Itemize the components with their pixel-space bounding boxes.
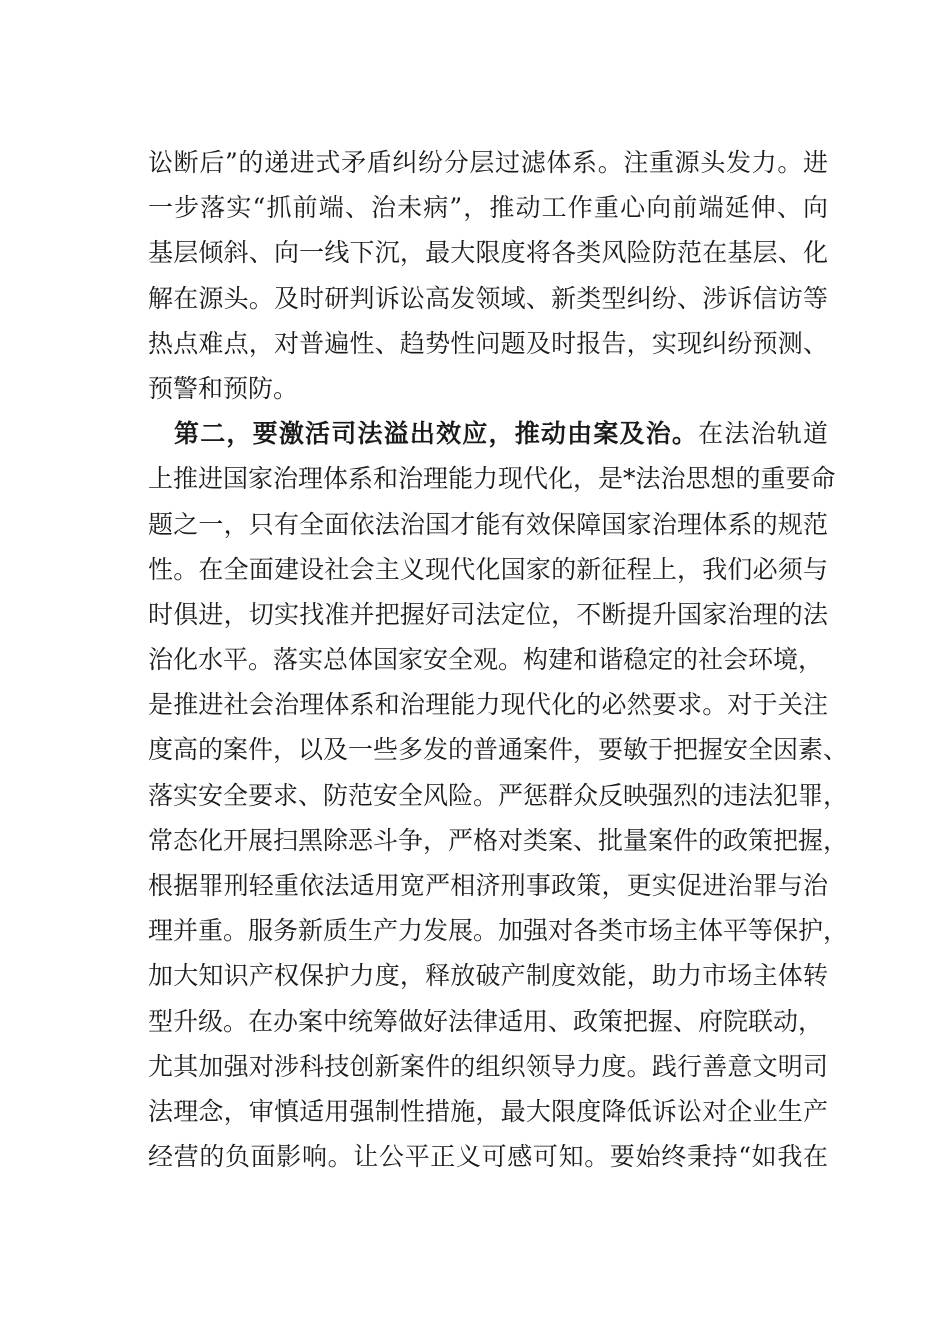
- text-line: 预警和预防。: [148, 373, 299, 403]
- text-line: 型升级。在办案中统筹做好法律适用、政策把握、府院联动，: [148, 1006, 824, 1036]
- text-line: 性。在全面建设社会主义现代化国家的新征程上，我们必须与: [148, 554, 828, 584]
- text-line: 一步落实“抓前端、治未病”，推动工作重心向前端延伸、向: [148, 193, 828, 223]
- text-line: 常态化开展扫黑除恶斗争，严格对类案、批量案件的政策把握，: [148, 825, 849, 855]
- text-line: 理并重。服务新质生产力发展。加强对各类市场主体平等保护，: [148, 916, 849, 946]
- paragraph-heading: 第二，要激活司法溢出效应，推动由案及治。: [174, 419, 699, 449]
- text-line: 尤其加强对涉科技创新案件的组织领导力度。践行善意文明司: [148, 1051, 828, 1081]
- paragraph-2: [148, 411, 849, 1179]
- text-line: 时俱进，切实找准并把握好司法定位，不断提升国家治理的法: [148, 599, 828, 629]
- paragraph-1: [148, 140, 828, 411]
- text-line: 法理念，审慎适用强制性措施，最大限度降低诉讼对企业生产: [148, 1096, 828, 1126]
- text-line: 加大知识产权保护力度，释放破产制度效能，助力市场主体转: [148, 961, 828, 991]
- text-line: 落实安全要求、防范安全风险。严惩群众反映强烈的违法犯罪，: [148, 780, 849, 810]
- text-line: 治化水平。落实总体国家安全观。构建和谐稳定的社会环境，: [148, 645, 824, 675]
- text-line: 解在源头。及时研判诉讼高发领域、新类型纠纷、涉诉信访等: [148, 283, 828, 313]
- text-line: 度高的案件，以及一些多发的普通案件，要敏于把握安全因素、: [148, 735, 849, 765]
- text-line: 根据罪刑轻重依法适用宽严相济刑事政策，更实促进治罪与治: [148, 871, 828, 900]
- text-line: 上推进国家治理体系和治理能力现代化，是*法治思想的重要命: [148, 464, 836, 494]
- text-line: 基层倾斜、向一线下沉，最大限度将各类风险防范在基层、化: [148, 238, 828, 268]
- paragraph-first-line-rest: 在法治轨道: [698, 419, 828, 449]
- text-line: 经营的负面影响。让公平正义可感可知。要始终秉持“如我在: [148, 1142, 828, 1172]
- text-line: 讼断后”的递进式矛盾纠纷分层过滤体系。注重源头发力。进: [148, 148, 828, 177]
- document-body: [148, 140, 849, 1179]
- text-line: 题之一，只有全面依法治国才能有效保障国家治理体系的规范: [148, 509, 828, 539]
- text-line: 热点难点，对普遍性、趋势性问题及时报告，实现纠纷预测、: [148, 328, 828, 358]
- paragraph-2-first-line: [148, 411, 828, 456]
- text-line: 是推进社会治理体系和治理能力现代化的必然要求。对于关注: [148, 690, 828, 720]
